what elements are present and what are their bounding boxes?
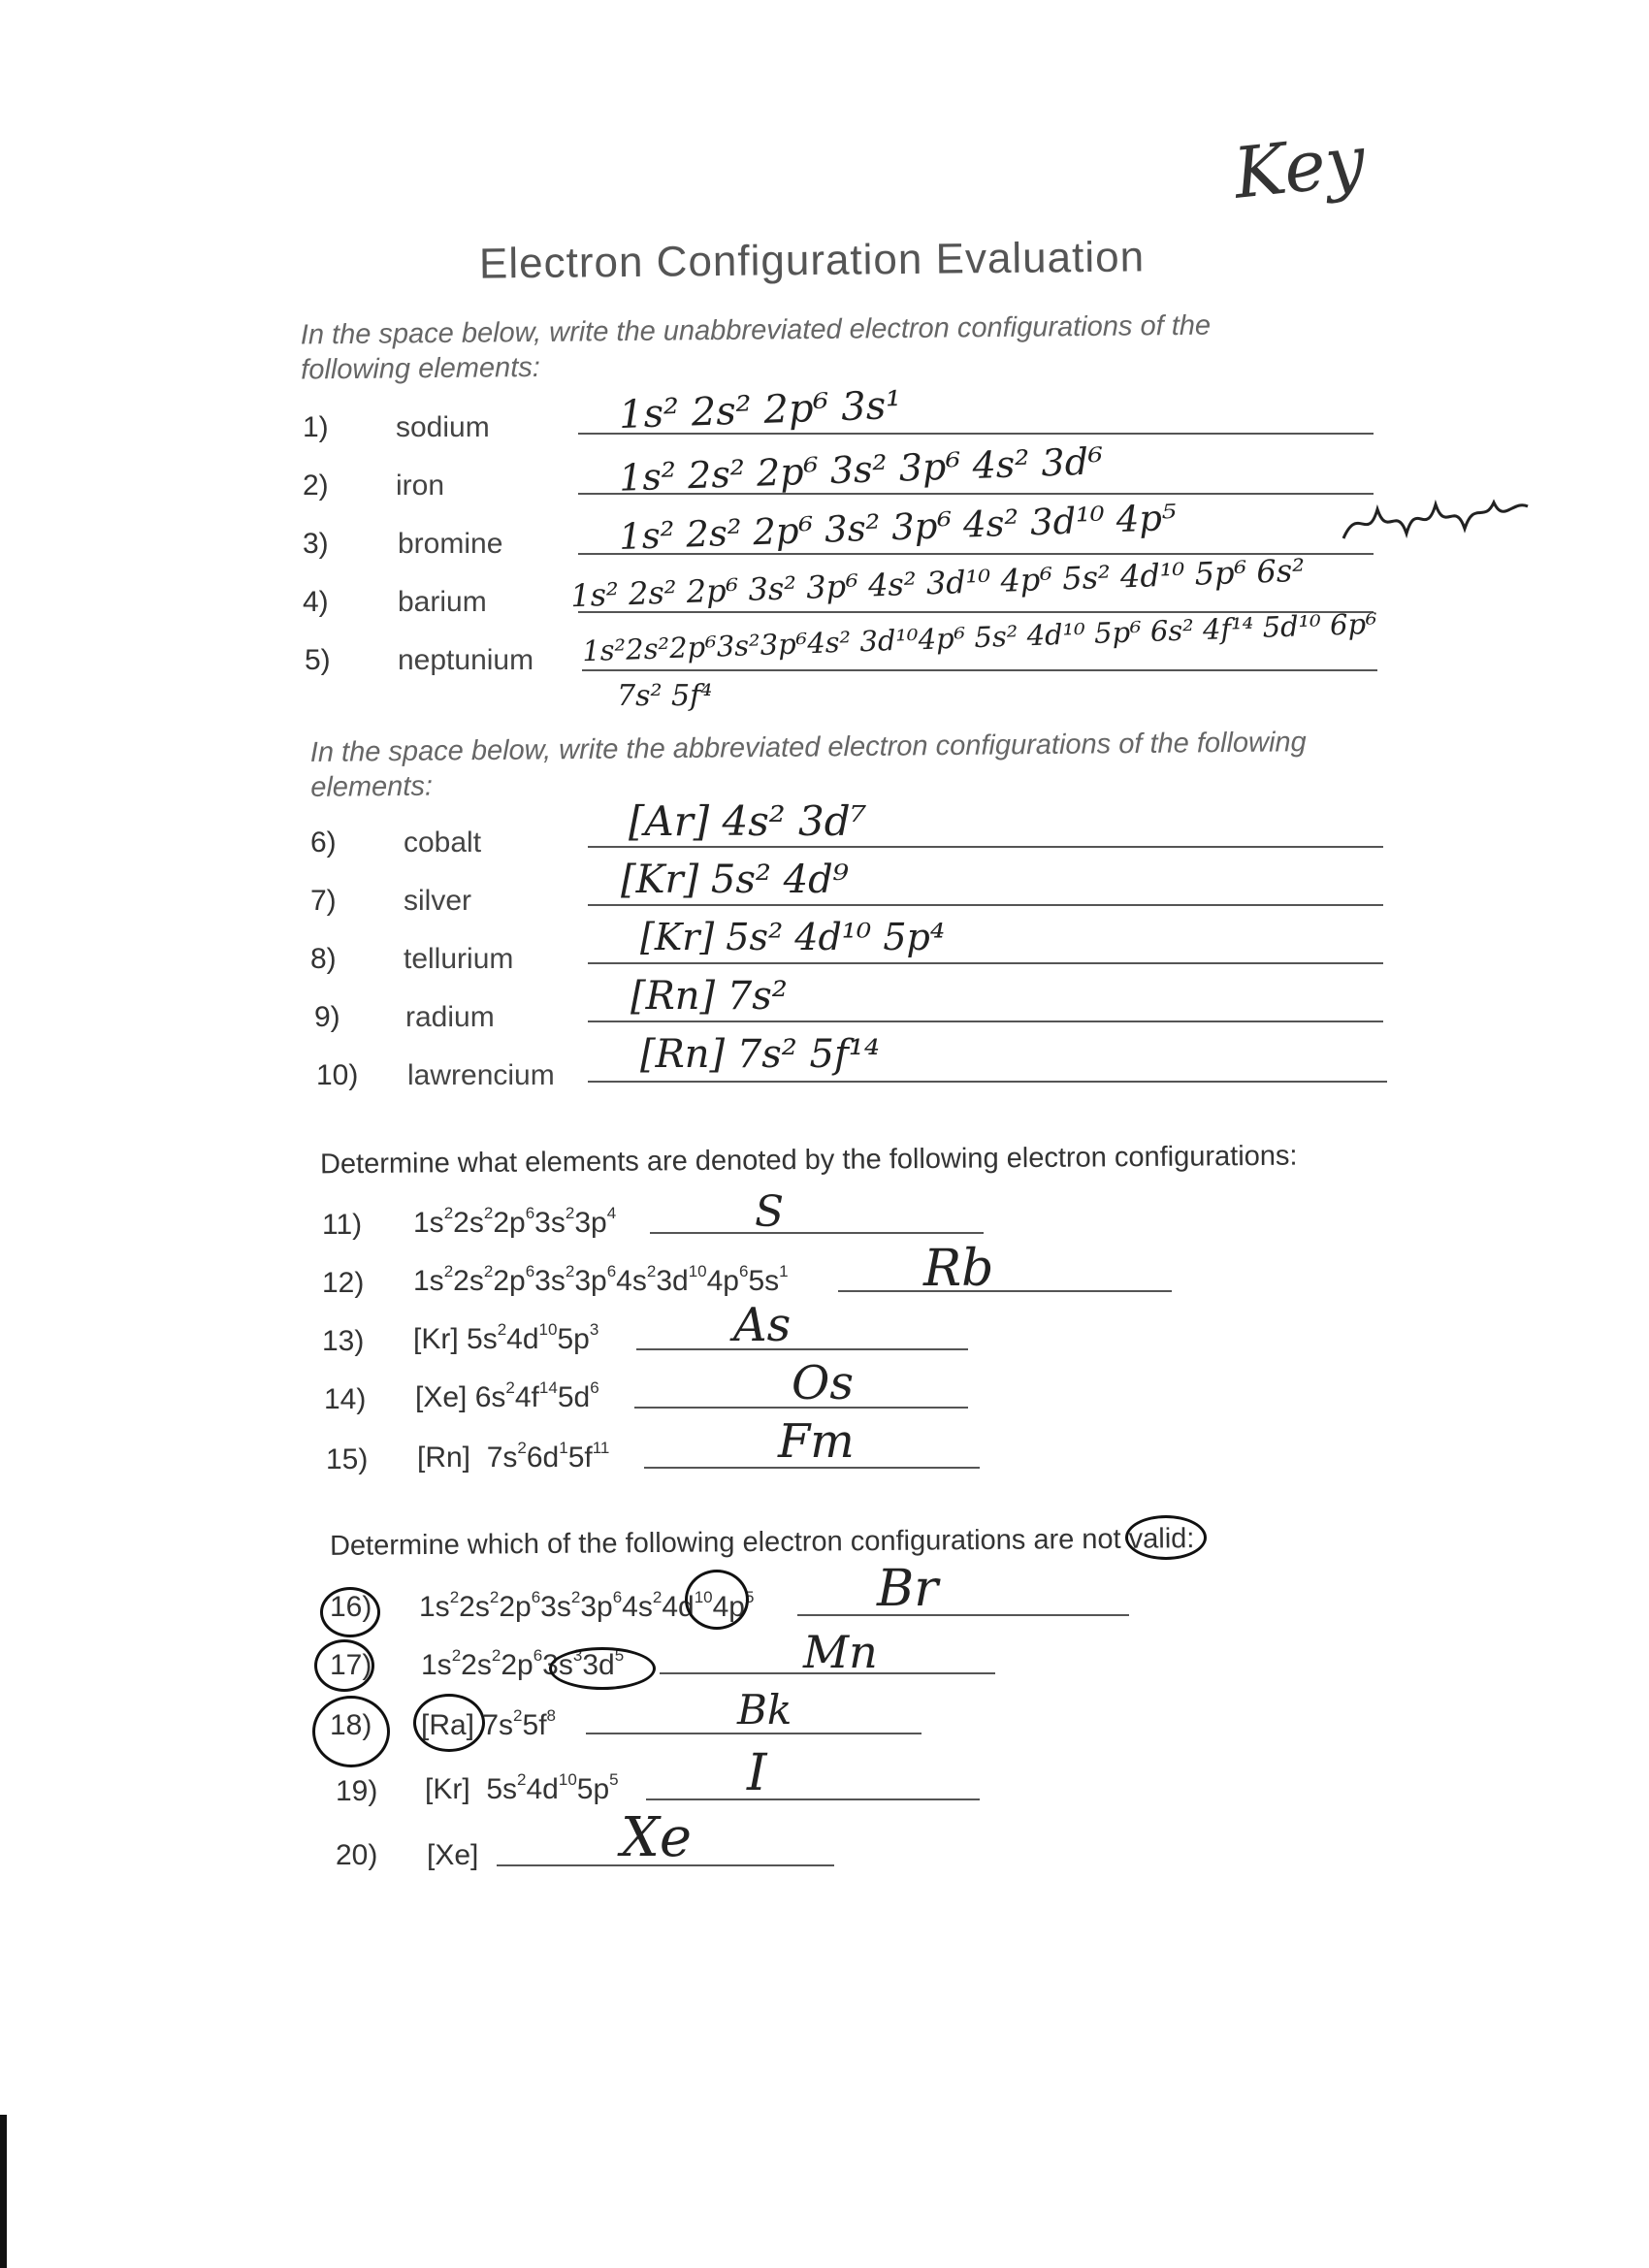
handwritten-answer: Os [792,1356,854,1410]
item-number: 10) [316,1059,359,1091]
handwritten-circle [1125,1515,1207,1560]
handwritten-answer: [Rn] 7s² 5f¹⁴ [640,1032,880,1077]
handwritten-answer: As [733,1298,792,1352]
handwritten-answer-continued: 7s² 5f⁴ [617,679,713,713]
element-name: barium [398,586,487,618]
section4-instruction [330,1523,1195,1563]
electron-config: $1s^22s^22p^63s^23p^64s^23d^{10}4p^65s^1$ [413,1262,789,1297]
element-name: lawrencium [407,1059,555,1091]
handwritten-circle [413,1694,485,1752]
handwritten-answer: 1s² 2s² 2p⁶ 3s² 3p⁶ 4s² 3d¹⁰ 4p⁶ 5s² 4d¹⁰ 5p⁶ 6s² [569,551,1306,615]
element-name: cobalt [404,826,482,859]
item-number: 15) [326,1443,369,1475]
item-number: 8) [310,943,337,975]
item-number: 9) [314,1001,340,1033]
handwritten-answer: [Ar] 4s² 3d⁷ [629,797,867,845]
electron-config: [Kr] $5s^24d^{10}5p^5$ [425,1770,619,1805]
electron-config: $1s^22s^22p^63s^23p^64s^24d^{10}4p^5$ [419,1588,755,1623]
electron-config: [Ra] $7s^25f^8$ [421,1706,557,1741]
item-number: 13) [322,1325,365,1357]
electron-config: [Kr] $5s^24d^{10}5p^3$ [413,1320,599,1355]
handwritten-answer: Xe [621,1806,693,1869]
item-number: 6) [310,826,337,859]
electron-config: $1s^22s^22p^63s^33d^5$ [421,1646,625,1681]
element-name: radium [405,1001,495,1033]
scribble-mark [1339,485,1533,553]
item-number: 20) [336,1839,378,1871]
handwritten-answer: S [755,1187,785,1237]
handwritten-answer: 1s² 2s² 2p⁶ 3s¹ [618,382,902,438]
answer-line [588,846,1383,848]
answer-line [588,962,1383,964]
handwritten-answer: Bk [737,1686,792,1733]
handwritten-answer: Fm [778,1414,855,1469]
handwritten-answer: Rb [923,1240,994,1298]
handwritten-answer: [Kr] 5s² 4d⁹ [621,858,849,902]
electron-config: [Xe] $6s^24f^{14}5d^6$ [415,1378,599,1413]
handwritten-circle [685,1570,749,1630]
handwritten-answer: 1s²2s²2p⁶3s²3p⁶4s² 3d¹⁰4p⁶ 5s² 4d¹⁰ 5p⁶ 6s² 4f¹⁴ 5d¹⁰ 6p⁶ [581,606,1378,668]
section3-instruction: Determine what elements are denoted by the following electron configurations: [319,1140,1298,1181]
section1-instruction: In the space below, write the unabbreviated electron configurations of the following elements: [300,309,1212,386]
electron-config: $1s^22s^22p^63s^23p^4$ [413,1204,617,1239]
item-number: 19) [336,1775,378,1807]
circled-not-text: not v [1082,1523,1144,1556]
answer-line [646,1798,980,1800]
answer-line [582,669,1377,671]
item-number: 11) [322,1209,363,1241]
handwritten-answer: I [747,1744,767,1802]
key-handwritten-label: Key [1229,119,1370,214]
item-number: 7) [310,885,337,917]
section2-instruction: In the space below, write the abbreviated electron configurations of the following elements: [309,727,1307,803]
handwritten-answer: Br [877,1560,939,1618]
item-number: 4) [303,586,329,618]
answer-line [588,904,1383,906]
element-name: tellurium [404,943,514,975]
handwritten-answer: 1s² 2s² 2p⁶ 3s² 3p⁶ 4s² 3d¹⁰ 4p⁵ [618,496,1178,559]
answer-line [797,1614,1129,1616]
item-number: 18) [330,1709,372,1741]
item-number: 14) [324,1383,367,1415]
item-number: 5) [305,644,331,676]
handwritten-answer: [Kr] 5s² 4d¹⁰ 5p⁴ [640,916,946,958]
page-title: Electron Configuration Evaluation [478,233,1146,288]
scan-edge-mark [0,2115,7,2268]
element-name: sodium [396,411,490,443]
answer-line [636,1348,968,1350]
element-name: silver [404,885,472,917]
item-number: 2) [303,470,329,502]
instruction-text: Determine which of the following electron configurations are [329,1524,1083,1562]
instruction-text-end: alid: [1143,1523,1195,1555]
answer-line [838,1290,1172,1292]
handwritten-answer: [Rn] 7s² [630,974,788,1019]
item-number: 12) [322,1267,365,1299]
element-name: iron [396,470,445,502]
handwritten-circle [549,1647,656,1690]
handwritten-answer: Mn [803,1626,878,1678]
answer-line [588,1081,1387,1083]
element-name: bromine [398,528,503,560]
answer-line [650,1232,984,1234]
item-number: 17) [330,1649,372,1681]
item-number: 16) [330,1591,372,1623]
item-number: 3) [303,528,329,560]
answer-line [588,1021,1383,1022]
element-name: neptunium [398,644,534,676]
electron-config: [Rn] $7s^26d^15f^{11}$ [417,1439,610,1474]
item-number: 1) [303,411,329,443]
handwritten-answer: 1s² 2s² 2p⁶ 3s² 3p⁶ 4s² 3d⁶ [618,439,1104,500]
electron-config: [Xe] [427,1839,479,1871]
